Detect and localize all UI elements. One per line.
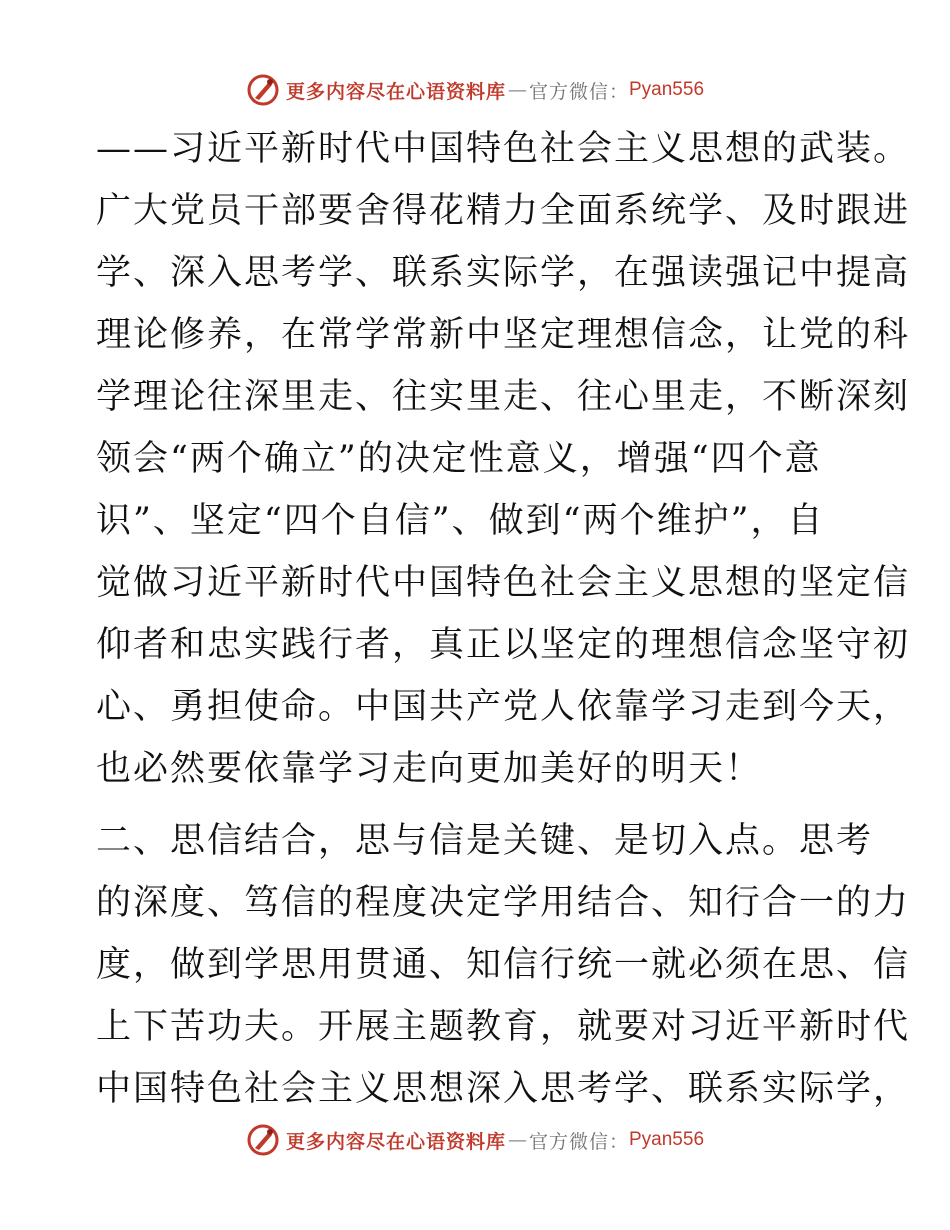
text-line: 二、思信结合，思与信是关键、是切入点。思考 — [96, 821, 874, 861]
watermark-official-label: 官方微信： — [528, 1130, 629, 1153]
watermark-separator: — — [507, 79, 527, 101]
text-line: 中国特色社会主义思想深入思考学、联系实际学， — [96, 1069, 911, 1109]
document-body — [96, 118, 911, 1120]
paragraph-1 — [96, 118, 911, 800]
text-line: 领会“两个确立”的决定性意义，增强“四个意 — [96, 439, 822, 479]
text-line: 心、勇担使命。中国共产党人依靠学习走到今天， — [96, 687, 911, 727]
paragraph-spacer — [96, 800, 856, 810]
text-line: 觉做习近平新时代中国特色社会主义思想的坚定信 — [96, 563, 911, 603]
header-watermark — [0, 70, 950, 110]
watermark-official-label: 官方微信： — [528, 80, 629, 103]
watermark-wechat-id: Pyan556 — [629, 79, 705, 100]
text-line: 上下苦功夫。开展主题教育，就要对习近平新时代 — [96, 1007, 911, 1047]
watermark-main-text: 更多内容尽在心语资料库 — [285, 1130, 506, 1153]
text-line: 度，做到学思用贯通、知信行统一就必须在思、信 — [96, 945, 911, 985]
paragraph-2 — [96, 810, 911, 1120]
text-line: 广大党员干部要舍得花精力全面系统学、及时跟进 — [96, 191, 911, 231]
watermark-wechat-id: Pyan556 — [629, 1129, 705, 1150]
text-line: ——习近平新时代中国特色社会主义思想的武装。 — [96, 129, 911, 169]
text-line: 识”、坚定“四个自信”、做到“两个维护”，自 — [96, 501, 825, 541]
watermark-main-text: 更多内容尽在心语资料库 — [285, 80, 506, 103]
text-line: 的深度、笃信的程度决定学用结合、知行合一的力 — [96, 883, 911, 923]
text-line: 学理论往深里走、往实里走、往心里走，不断深刻 — [96, 377, 911, 417]
text-line: 也必然要依靠学习走向更加美好的明天！ — [96, 749, 763, 789]
text-line: 理论修养，在常学常新中坚定理想信念，让党的科 — [96, 315, 911, 355]
text-line: 仰者和忠实践行者，真正以坚定的理想信念坚守初 — [96, 625, 911, 665]
watermark-separator: — — [507, 1129, 527, 1151]
brand-logo-icon — [246, 1123, 280, 1157]
brand-logo-icon — [246, 73, 280, 107]
text-line: 学、深入思考学、联系实际学，在强读强记中提高 — [96, 253, 911, 293]
footer-watermark — [0, 1120, 950, 1160]
